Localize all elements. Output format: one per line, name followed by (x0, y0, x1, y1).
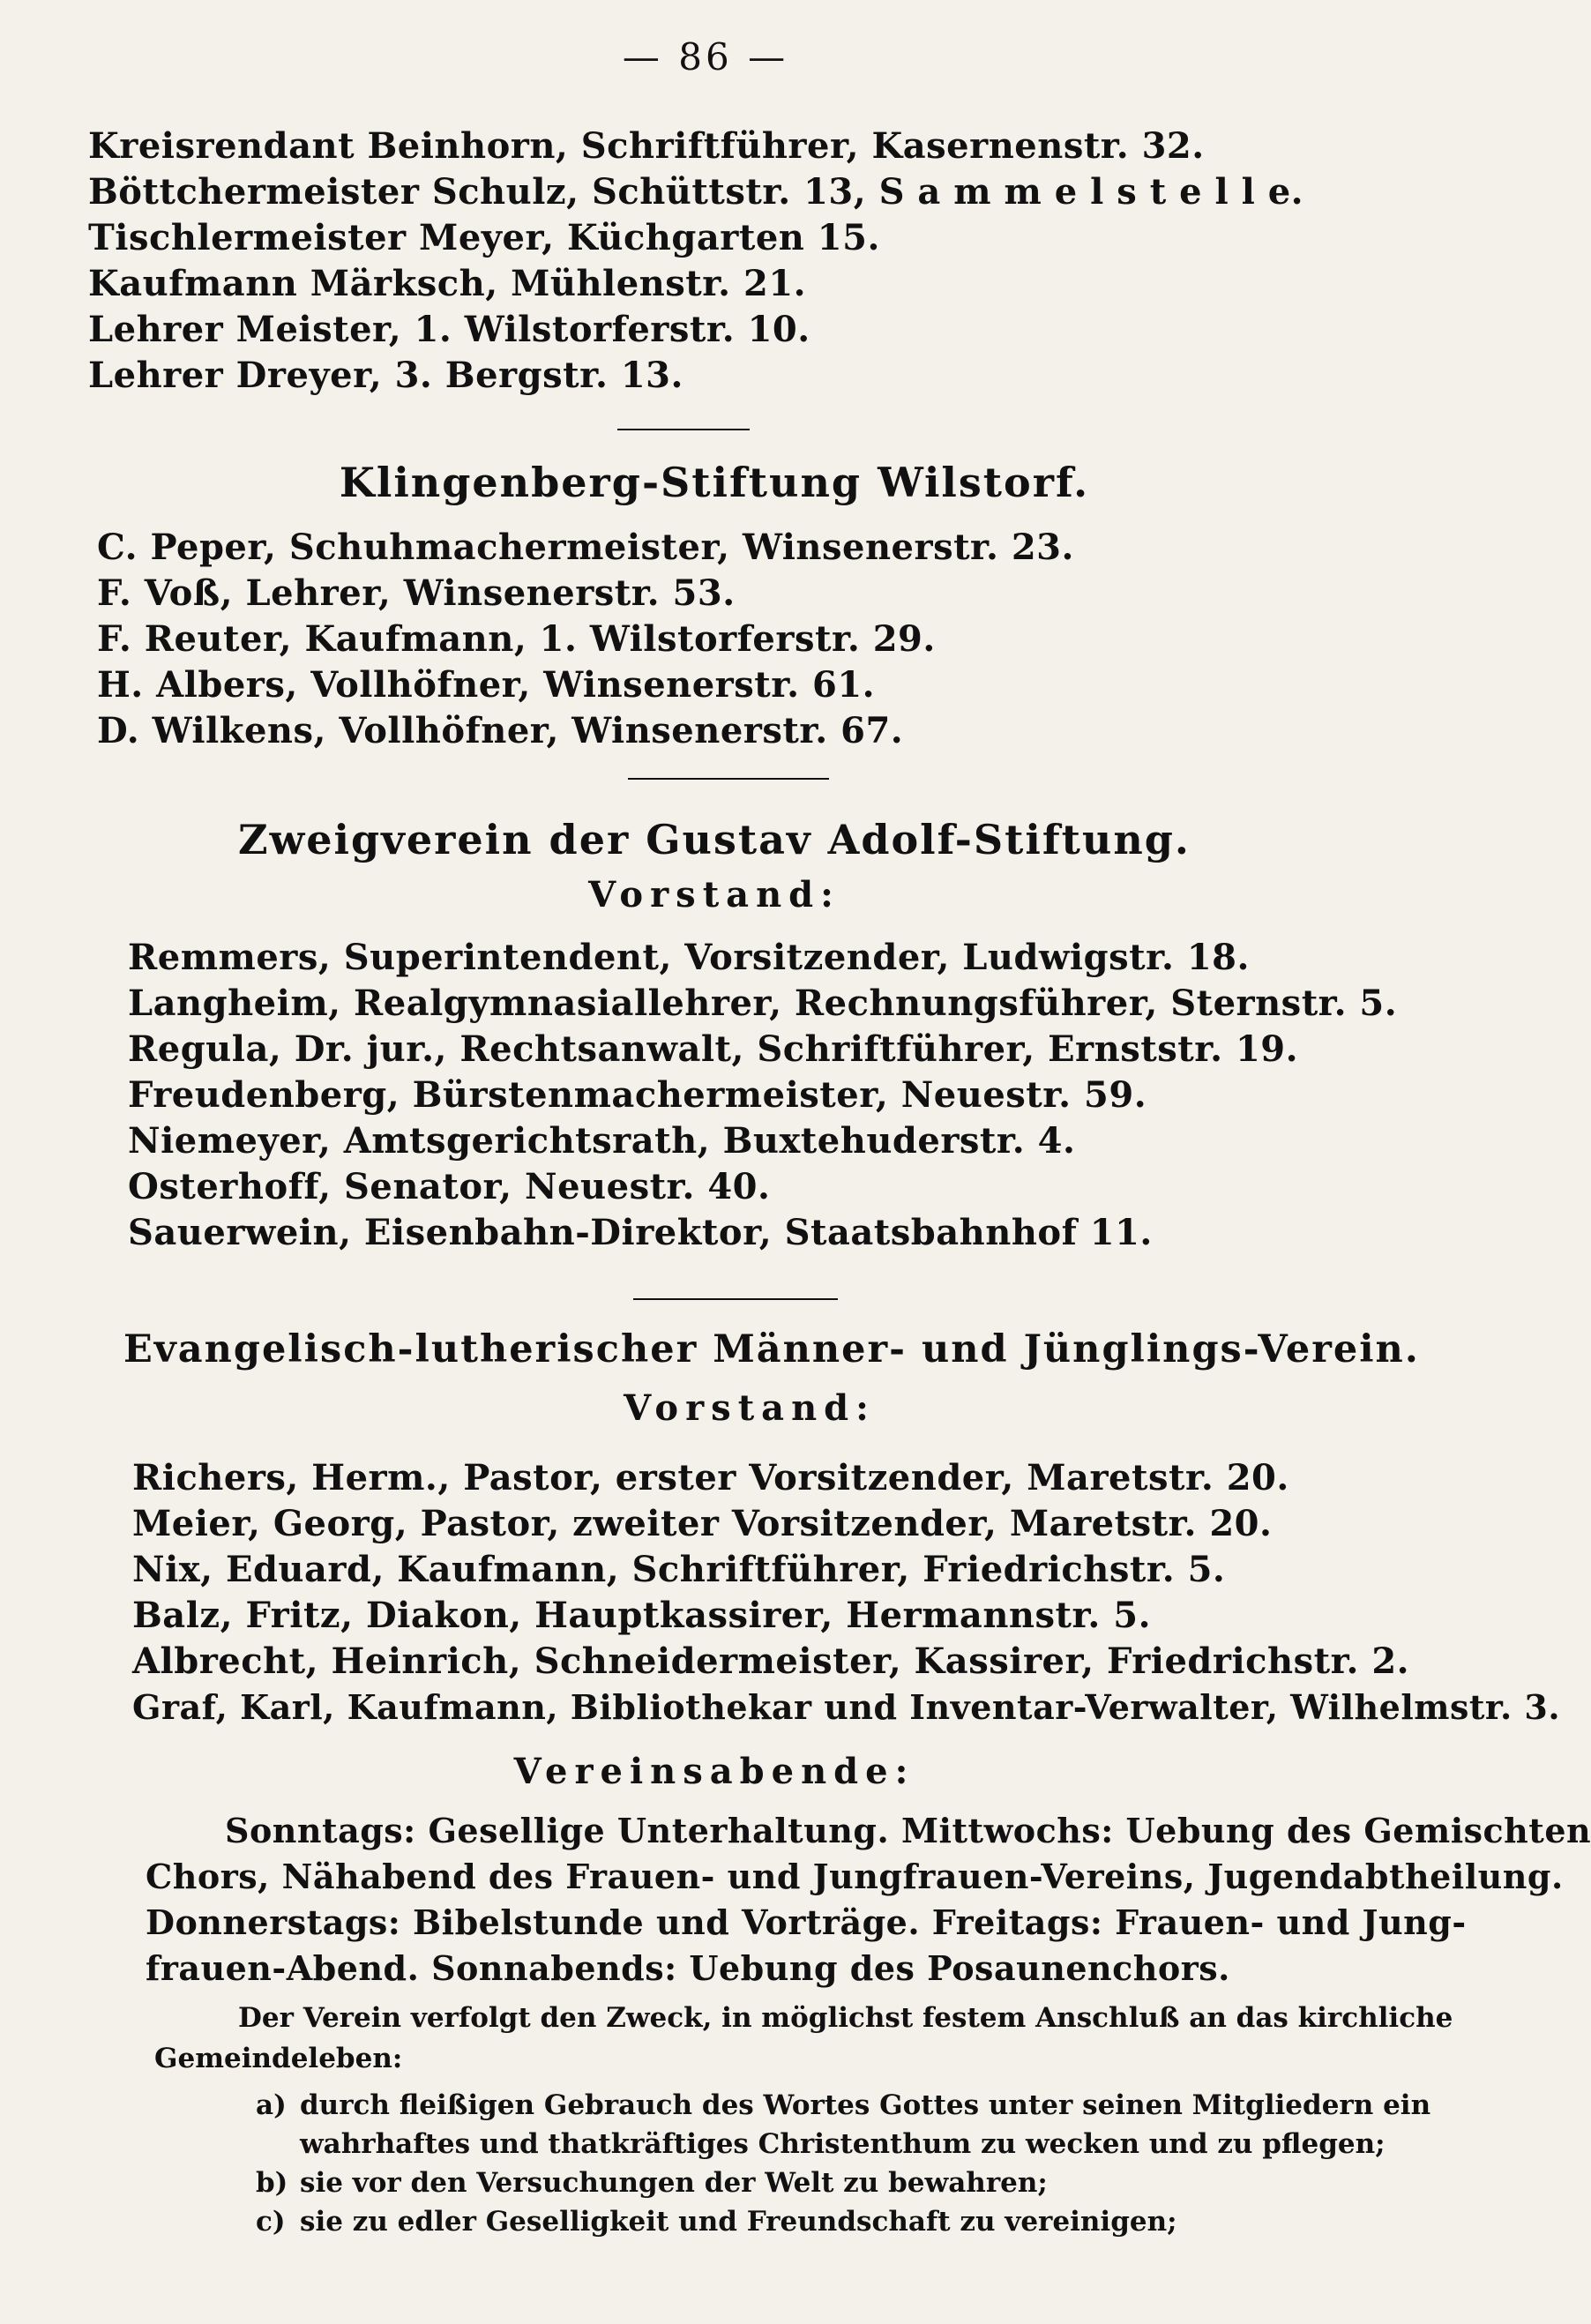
vereinsabende-text (146, 1808, 1591, 1991)
item-label: c) (256, 2206, 286, 2238)
vereinsabende-heading (88, 1751, 1341, 1792)
paragraph-line: Chors, Nähabend des Frauen- und Jungfrauen-Vereins, Jugendabtheilung. (146, 1857, 1564, 1896)
paragraph-line: Sonntags: Gesellige Unterhaltung. Mittwochs: Uebung des Gemischten (225, 1811, 1591, 1850)
list-item: F. Reuter, Kaufmann, 1. Wilstorferstr. 29. (97, 618, 936, 660)
page-number: — 86 — (622, 35, 789, 78)
paragraph-line: Donnerstags: Bibelstunde und Vorträge. Freitags: Frauen- und Jung- (146, 1902, 1467, 1942)
item-text: sie zu edler Geselligkeit und Freundschaft zu vereinigen; (300, 2206, 1177, 2238)
evangelisch-members (132, 1455, 1561, 1730)
list-item: Richers, Herm., Pastor, erster Vorsitzender, Maretstr. 20. (132, 1457, 1289, 1498)
section-title: Evangelisch-lutherischer Männer- und Jünglings-Verein. (123, 1327, 1420, 1371)
section-divider (617, 429, 750, 430)
list-item: Freudenberg, Bürstenmachermeister, Neuestr. 59. (128, 1074, 1147, 1116)
section-subhead: Vorstand: (624, 1387, 876, 1429)
list-item: Kreisrendant Beinhorn, Schriftführer, Kasernenstr. 32. (88, 125, 1205, 167)
list-item: F. Voß, Lehrer, Winsenerstr. 53. (97, 572, 736, 614)
section-subhead: Vereinsabende: (513, 1751, 915, 1792)
zweck-text (154, 1998, 1453, 2079)
list-item: Lehrer Meister, 1. Wilstorferstr. 10. (88, 309, 810, 350)
gustav-members (128, 935, 1398, 1256)
list-item: Balz, Fritz, Diakon, Hauptkassirer, Hermannstr. 5. (132, 1595, 1151, 1636)
list-item: Nix, Eduard, Kaufmann, Schriftführer, Friedrichstr. 5. (132, 1549, 1226, 1590)
paragraph-line: frauen-Abend. Sonnabends: Uebung des Posaunenchors. (146, 1948, 1230, 1988)
item-text: durch fleißigen Gebrauch des Wortes Gottes unter seinen Mitgliedern ein (300, 2089, 1431, 2121)
paragraph-line: Gemeindeleben: (154, 2043, 403, 2074)
list-item: Regula, Dr. jur., Rechtsanwalt, Schriftführer, Ernststr. 19. (128, 1028, 1299, 1070)
list-item: H. Albers, Vollhöfner, Winsenerstr. 61. (97, 664, 876, 706)
evangelisch-section (123, 1327, 1420, 1429)
paragraph-line: Der Verein verfolgt den Zweck, in möglichst festem Anschluß an das kirchliche (238, 2002, 1453, 2034)
list-item (256, 2163, 1393, 2202)
list-item: Remmers, Superintendent, Vorsitzender, Ludwigstr. 18. (128, 937, 1250, 978)
list-item: Lehrer Dreyer, 3. Bergstr. 13. (88, 355, 683, 396)
list-item: Graf, Karl, Kaufmann, Bibliothekar und Inventar-Verwalter, Wilhelmstr. 3. (132, 1687, 1561, 1727)
list-item: Meier, Georg, Pastor, zweiter Vorsitzender, Maretstr. 20. (132, 1503, 1273, 1544)
item-label: b) (256, 2167, 288, 2199)
list-item: C. Peper, Schuhmachermeister, Winsenerstr. 23. (97, 527, 1074, 568)
zweck-items (256, 2086, 1431, 2241)
section-subhead: Vorstand: (588, 874, 840, 915)
list-item: Kaufmann Märksch, Mühlenstr. 21. (88, 263, 807, 304)
list-item (256, 2202, 1393, 2241)
klingenberg-members (97, 525, 1349, 754)
list-item: D. Wilkens, Vollhöfner, Winsenerstr. 67. (97, 710, 904, 751)
list-item: Niemeyer, Amtsgerichtsrath, Buxtehuderstr. 4. (128, 1120, 1076, 1162)
item-label: a) (256, 2089, 287, 2121)
list-item: Böttchermeister Schulz, Schüttstr. 13, S a m m e l s t e l l e. (88, 171, 1304, 213)
item-text: wahrhaftes und thatkräftiges Christenthum zu wecken und zu pflegen; (300, 2128, 1386, 2160)
klingenberg-section (88, 459, 1341, 506)
list-item: Tischlermeister Meyer, Küchgarten 15. (88, 217, 880, 258)
list-item (256, 2086, 1431, 2163)
list-item: Sauerwein, Eisenbahn-Direktor, Staatsbahnhof 11. (128, 1212, 1153, 1253)
item-text: sie vor den Versuchungen der Welt zu bewahren; (300, 2167, 1048, 2199)
section-divider (628, 778, 829, 780)
section-title: Klingenberg-Stiftung Wilstorf. (339, 459, 1090, 506)
gustav-section (88, 816, 1341, 915)
section-divider (633, 1298, 838, 1300)
top-member-list (88, 123, 1341, 399)
list-item: Albrecht, Heinrich, Schneidermeister, Kassirer, Friedrichstr. 2. (132, 1640, 1410, 1682)
list-item: Osterhoff, Senator, Neuestr. 40. (128, 1166, 771, 1207)
list-item: Langheim, Realgymnasiallehrer, Rechnungsführer, Sternstr. 5. (128, 983, 1398, 1024)
section-title: Zweigverein der Gustav Adolf-Stiftung. (238, 816, 1191, 863)
